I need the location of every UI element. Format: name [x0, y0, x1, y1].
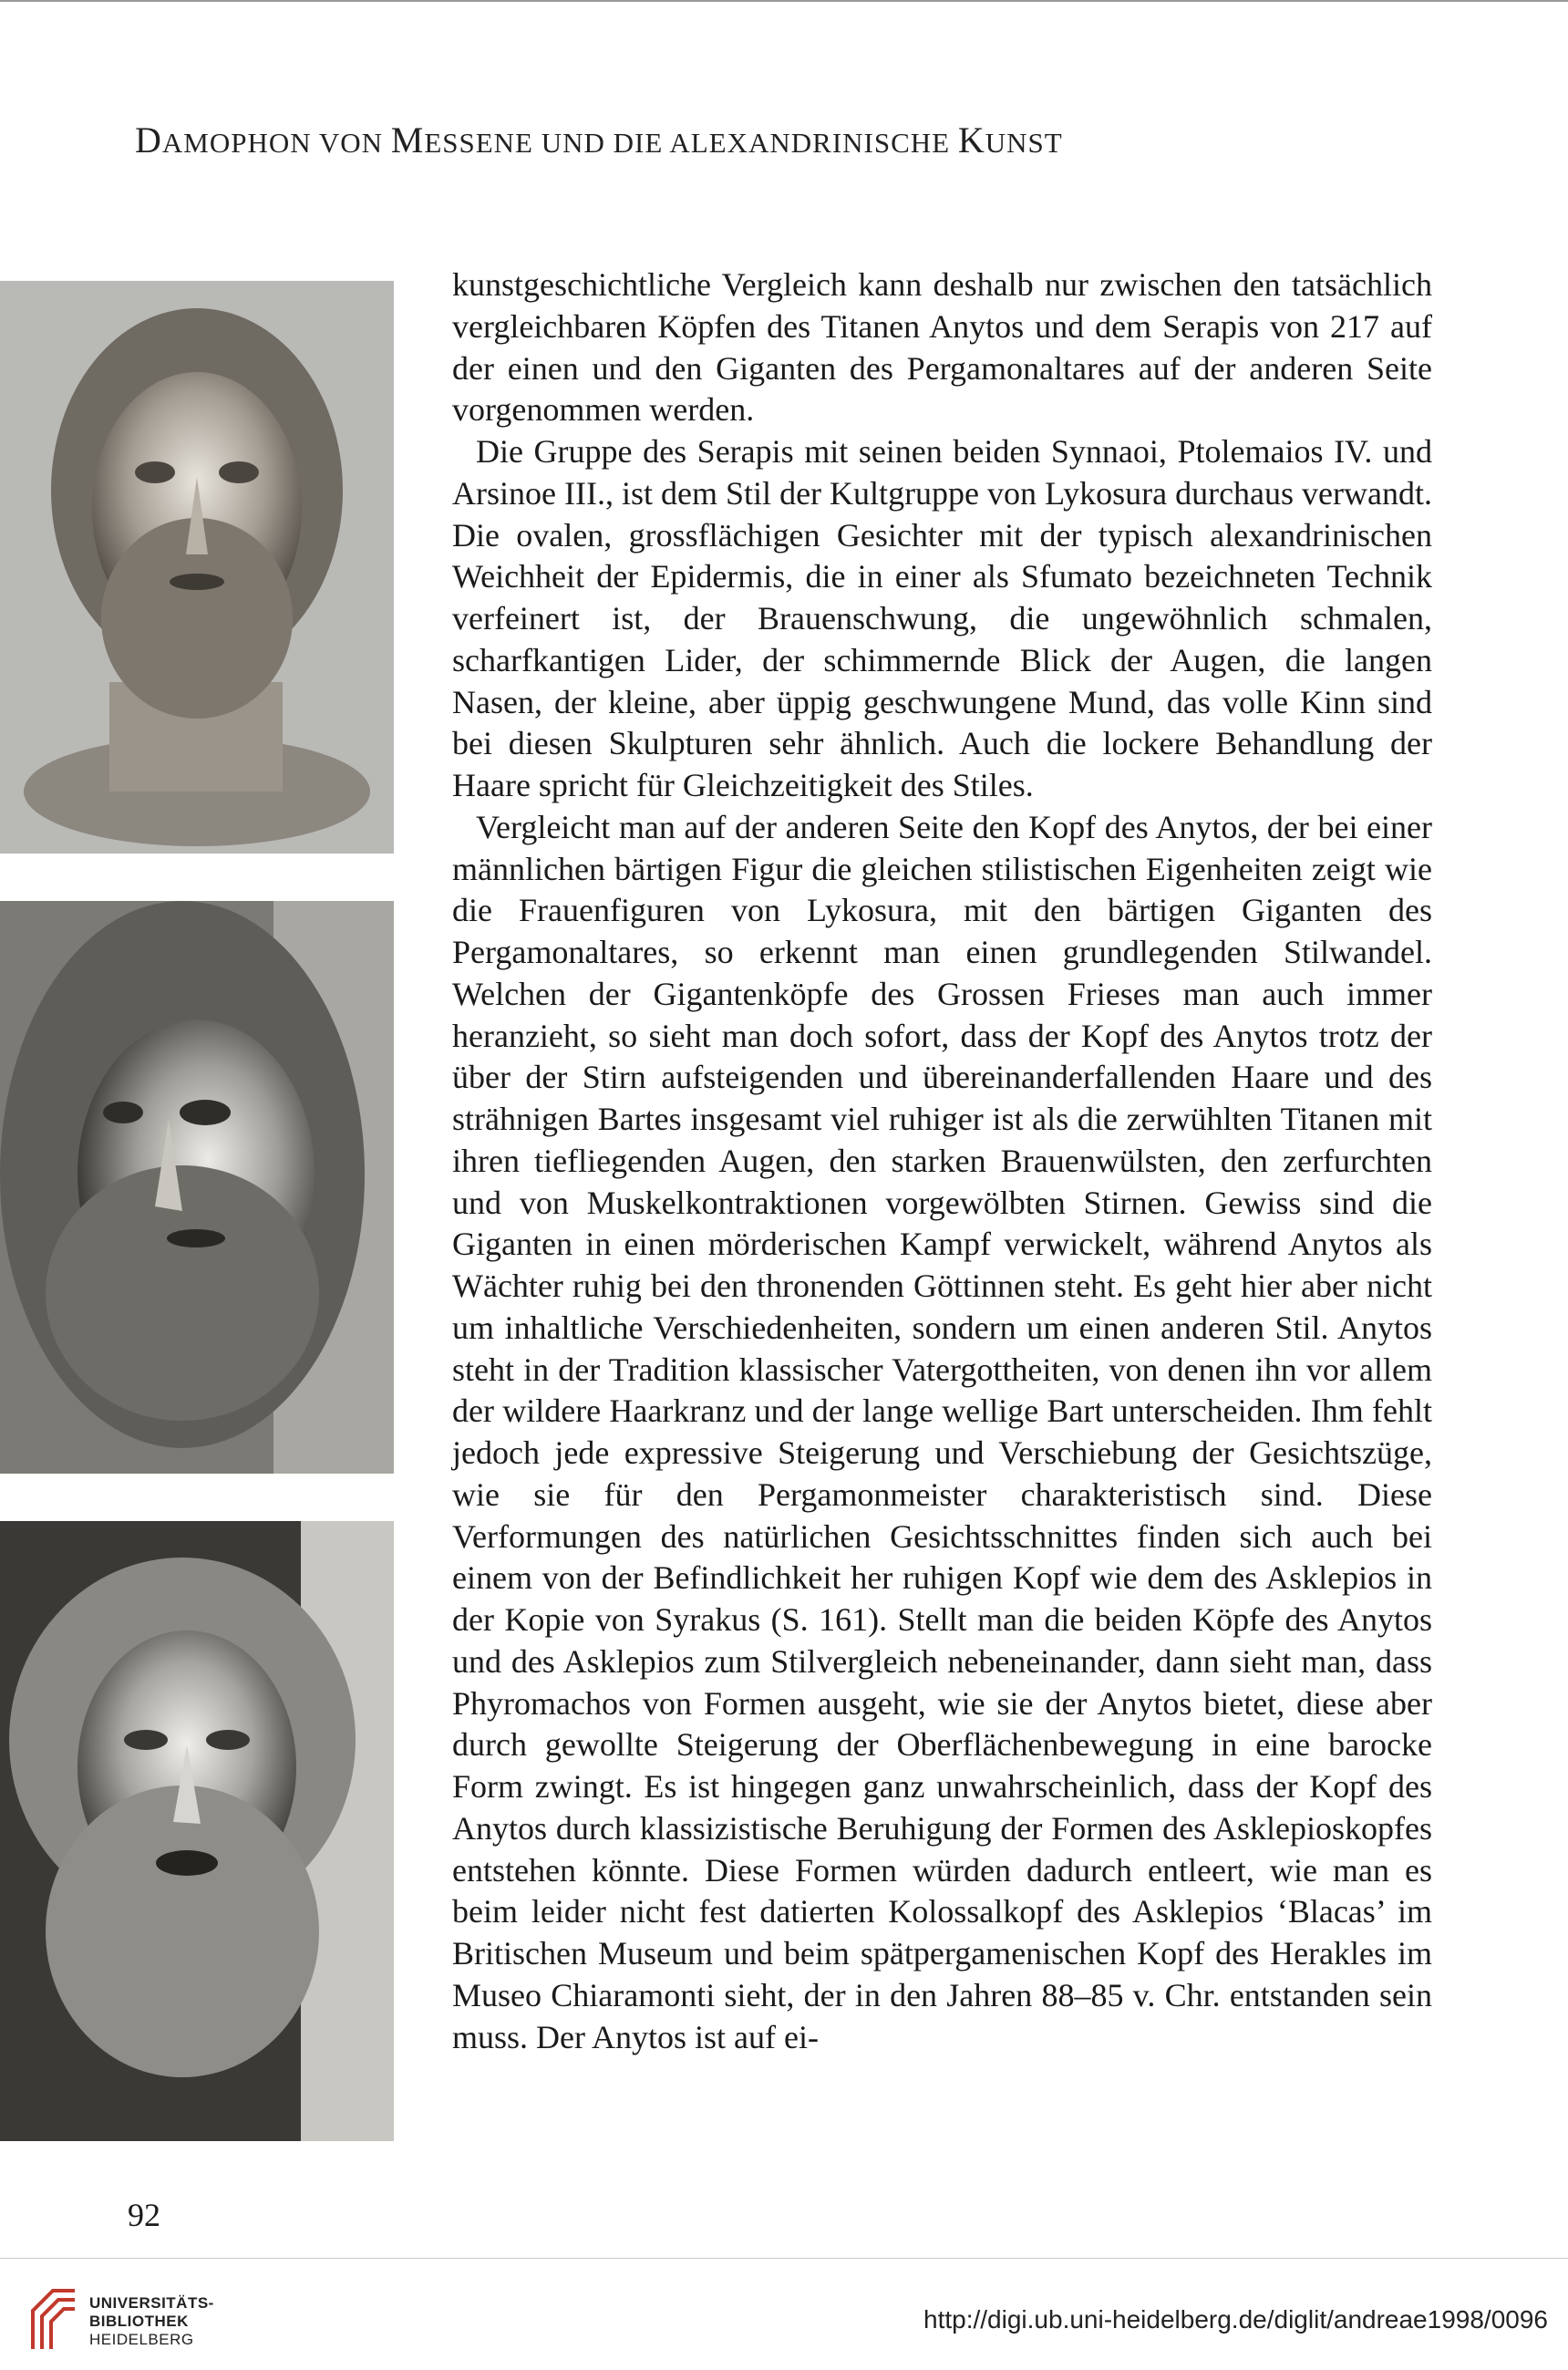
body-text	[452, 264, 1432, 2058]
running-head-part-2: MESSENE UND DIE ALEXANDRINISCHE	[390, 119, 958, 160]
library-name	[89, 2294, 214, 2349]
paragraph-2: Die Gruppe des Serapis mit seinen beiden Synnaoi, Ptolemaios IV. und Arsinoe III., ist dem Stil der Kultgruppe von Lykosura durchaus verwandt. Die ovalen, grossflächigen Gesichter mit der typisch alexandrinischen Weichheit der Epidermis, die in einer als Sfumato bezeichneten Technik verfeinert ist, der Brauenschwung, die ungewöhnlich schmalen, scharfkantigen Lider, der schimmernde Blick der Augen, die langen Nasen, der kleine, aber üppig geschwungene Mund, das volle Kinn sind bei diesen Skulpturen sehr ähnlich. Auch die lockere Behandlung der Haare spricht für Gleichzeitigkeit des Stiles.	[452, 433, 1432, 803]
giant-head-photo	[0, 901, 394, 1474]
scan-top-edge	[0, 0, 1568, 2]
footer-divider	[0, 2258, 1568, 2259]
paragraph-1: kunstgeschichtliche Vergleich kann deshalb nur zwischen den tatsächlich vergleichbaren Köpfen des Titanen Anytos und dem Serapis von 217 auf der einen und den Giganten des Pergamonaltares auf der anderen Seite vorgenommen werden.	[452, 266, 1432, 429]
asklepios-head-photo	[0, 1521, 394, 2141]
library-name-line-1: UNIVERSITÄTS-	[89, 2294, 214, 2312]
library-logo-mark	[26, 2283, 82, 2356]
library-name-line-2: BIBLIOTHEK	[89, 2313, 189, 2330]
library-name-line-3: HEIDELBERG	[89, 2331, 194, 2348]
page-number: 92	[128, 2197, 160, 2233]
running-head-part-3: KUNST	[957, 119, 1063, 160]
running-head-part-1: DAMOPHON VON	[135, 119, 391, 160]
figure-serapis-head	[0, 281, 394, 854]
figure-asklepios-head	[0, 1521, 394, 2141]
paragraph-3: Vergleicht man auf der anderen Seite den Kopf des Anytos, der bei einer männlichen bärtigen Figur die gleichen stilistischen Eigenheiten zeigt wie die Frauenfiguren von Lykosura, mit den bärtigen Giganten des Pergamonaltares, so erkennt man einen grundlegenden Stilwandel. Welchen der Gigantenköpfe des Grossen Frieses man auch immer heranzieht, so sieht man doch sofort, dass der Kopf des Anytos trotz der über der Stirn aufsteigenden und übereinanderfallenden Haare und des strähnigen Bartes insgesamt viel ruhiger ist als die zerwühlten Titanen mit ihren tiefliegenden Augen, den starken Brauenwülsten, den zerfurchten und von Muskelkontraktionen vorgewölbten Stirnen. Gewiss sind die Giganten in einen mörderischen Kampf verwickelt, während Anytos als Wächter ruhig bei den thronenden Göttinnen steht. Es geht hier aber nicht um inhaltliche Verschiedenheiten, sondern um einen anderen Stil. Anytos steht in der Tradition klassischer Vatergottheiten, von denen ihn vor allem der wildere Haarkranz und der lange wellige Bart unterscheiden. Ihm fehlt jedoch jede expressive Steigerung und Verschiebung der Gesichtszüge, wie sie für den Pergamonmeister charakteristisch sind. Diese Verformungen des natürlichen Gesichtsschnittes finden sich auch bei einem von der Befindlichkeit her ruhigen Kopf wie dem des Asklepios in der Kopie von Syrakus (S. 161). Stellt man die beiden Köpfe des Anytos und des Asklepios zum Stilvergleich nebeneinander, dann sieht man, dass Phyromachos von Formen ausgeht, wie sie der Anytos bietet, diese aber durch gewollte Steigerung der Oberflächenbewegung in eine barocke Form zwingt. Es ist hingegen ganz unwahrscheinlich, dass der Kopf des Anytos durch klassizistische Beruhigung der Formen des Asklepioskopfes entstehen könnte. Diese Formen würden dadurch entleert, wie man es beim leider nicht fest datierten Kolossalkopf des Asklepios ‘Blacas’ im Britischen Museum und beim spätpergamenischen Kopf des Herakles im Museo Chiaramonti sieht, der in den Jahren 88–85 v. Chr. entstanden sein muss. Der Anytos ist auf ei-	[452, 808, 1432, 2055]
source-url-link[interactable]: http://digi.ub.uni-heidelberg.de/diglit/andreae1998/0096	[923, 2305, 1548, 2334]
serapis-head-photo	[0, 281, 394, 854]
running-head	[135, 119, 1063, 161]
library-logo-icon[interactable]	[26, 2283, 82, 2361]
figure-giant-head	[0, 901, 394, 1474]
